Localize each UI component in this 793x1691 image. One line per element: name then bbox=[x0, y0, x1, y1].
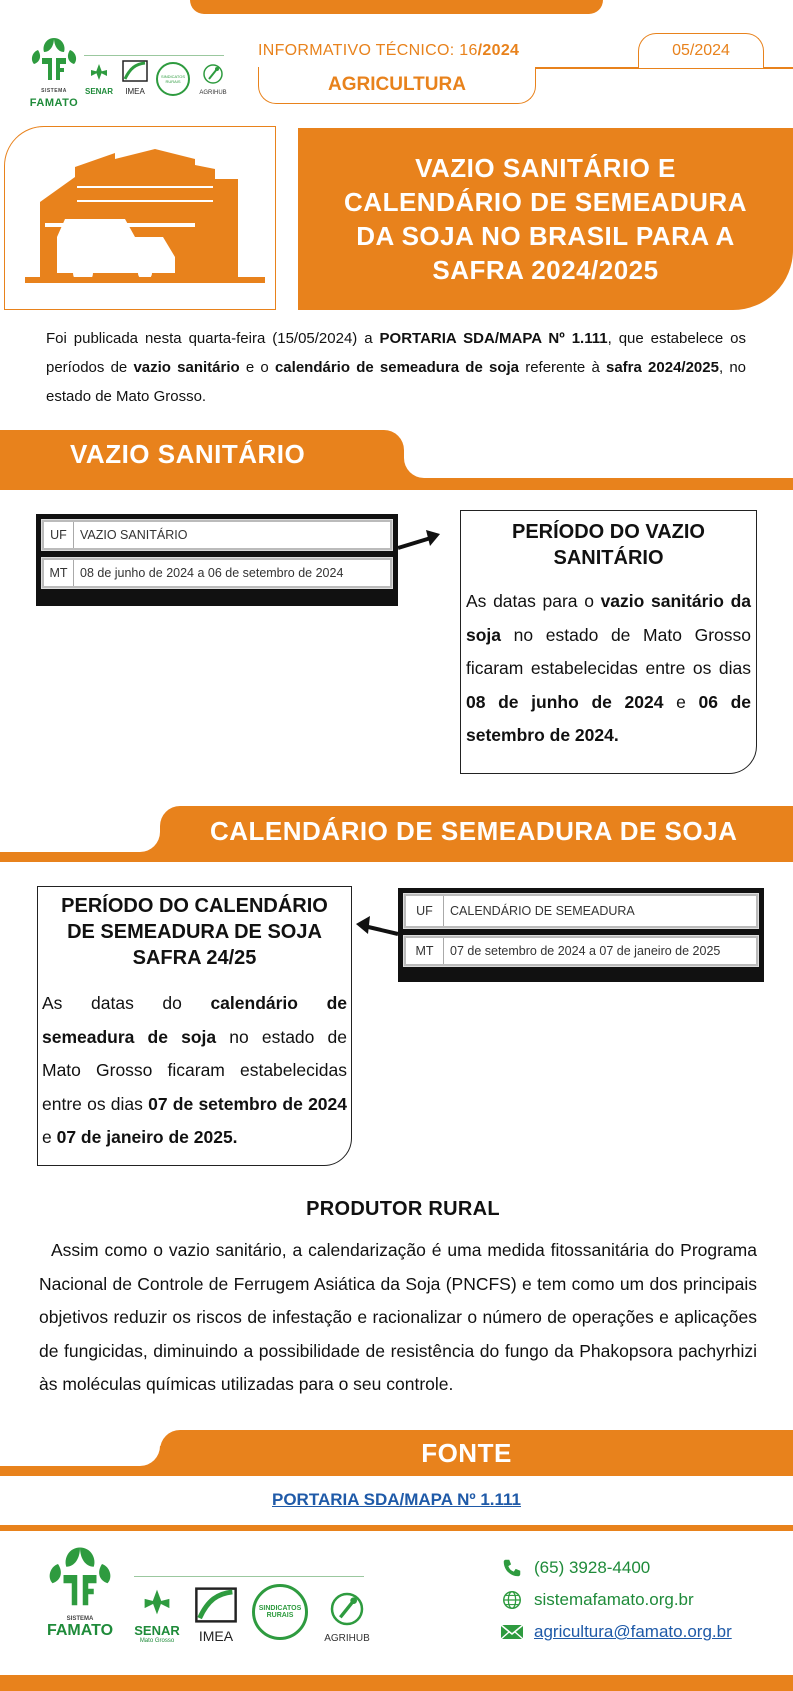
calendario-card-text-3: e bbox=[42, 1127, 57, 1147]
footer-famato-logo bbox=[40, 1542, 120, 1639]
fonte-bottom-line bbox=[0, 1525, 793, 1531]
informativo-year: /2024 bbox=[477, 42, 520, 59]
calendario-card-text-1: As datas do bbox=[42, 993, 211, 1013]
footer-agrihub-label: AGRIHUB bbox=[324, 1633, 370, 1644]
intro-text-5: , no estado de Mato Grosso. bbox=[46, 359, 746, 405]
vazio-card-bold-2: 08 de junho de 2024 bbox=[466, 691, 664, 712]
vazio-table-uf: MT bbox=[44, 560, 74, 586]
sindicatos-label: SINDICATOS RURAIS bbox=[160, 74, 186, 84]
site-url[interactable]: sistemafamato.org.br bbox=[534, 1590, 694, 1609]
contact-site bbox=[500, 1588, 780, 1612]
fonte-bar-curve bbox=[100, 1430, 160, 1466]
informativo-title bbox=[258, 42, 519, 60]
intro-text-1: Foi publicada nesta quarta-feira (15/05/2024) a bbox=[46, 330, 380, 347]
famato-leaf-icon bbox=[28, 34, 80, 82]
top-accent-bar bbox=[190, 0, 603, 14]
intro-calendario: calendário de semeadura de soja bbox=[274, 359, 520, 376]
informativo-number: INFORMATIVO TÉCNICO: 16 bbox=[258, 42, 478, 59]
date-label: 05/2024 bbox=[672, 42, 730, 59]
contact-phone bbox=[500, 1556, 780, 1580]
footer-agrihub-logo bbox=[320, 1590, 374, 1644]
main-title: VAZIO SANITÁRIO E CALENDÁRIO DE SEMEADURA DA SOJA NO BRASIL PARA A SAFRA 2024/2025 bbox=[298, 128, 793, 310]
calendario-card-body bbox=[42, 987, 347, 1155]
bottom-accent-bar bbox=[0, 1675, 793, 1691]
footer-logo-divider bbox=[134, 1576, 364, 1577]
phone-number: (65) 3928-4400 bbox=[534, 1558, 651, 1577]
globe-icon bbox=[500, 1588, 524, 1612]
vazio-table-val-header: VAZIO SANITÁRIO bbox=[80, 528, 188, 542]
calendario-card-title: PERÍODO DO CALENDÁRIO DE SEMEADURA DE SOJA SAFRA 24/25 bbox=[61, 895, 328, 969]
imea-icon bbox=[122, 60, 148, 82]
vazio-table bbox=[36, 514, 398, 606]
calendario-bar-curve bbox=[100, 806, 160, 852]
calendario-card-bold-2: 07 de setembro de 2024 bbox=[148, 1093, 348, 1114]
intro-text-4: referente à bbox=[519, 359, 606, 376]
logo-divider bbox=[84, 55, 224, 56]
senar-icon bbox=[88, 62, 110, 82]
vazio-table-val: 08 de junho de 2024 a 06 de setembro de 2024 bbox=[80, 566, 344, 580]
vazio-table-header bbox=[42, 520, 392, 550]
sindicatos-logo bbox=[156, 62, 190, 96]
calendario-section-header bbox=[160, 806, 793, 856]
footer-senar-logo bbox=[134, 1586, 180, 1644]
footer-sindicatos-label: SINDICATOS RURAIS bbox=[258, 1605, 302, 1619]
calendario-table-val: 07 de setembro de 2024 a 07 de janeiro de 2025 bbox=[450, 944, 721, 958]
famato-sistema-label: SISTEMA bbox=[41, 88, 67, 94]
footer-imea-label: IMEA bbox=[198, 1628, 234, 1644]
vazio-table-uf-header: UF bbox=[44, 522, 74, 548]
portaria-link[interactable]: PORTARIA SDA/MAPA Nº 1.111 bbox=[272, 1490, 521, 1509]
phone-icon bbox=[500, 1556, 524, 1580]
calendario-table-uf-header: UF bbox=[406, 896, 444, 926]
senar-label: SENAR bbox=[84, 87, 113, 96]
calendario-card-bold-1: calendário de semeadura de soja bbox=[42, 993, 347, 1047]
vazio-card-body bbox=[466, 585, 751, 753]
vazio-section-title: VAZIO SANITÁRIO bbox=[70, 438, 306, 469]
category-label: AGRICULTURA bbox=[328, 74, 466, 95]
famato-logo bbox=[28, 34, 80, 109]
vazio-bar-line bbox=[0, 478, 793, 490]
imea-logo bbox=[120, 60, 150, 96]
footer-senar-label: SENAR bbox=[134, 1623, 180, 1638]
agrihub-icon bbox=[201, 63, 225, 85]
vazio-card-text-3: e bbox=[663, 691, 699, 712]
vazio-card-text-2: no estado de Mato Grosso ficaram estabelecidas entre os dias bbox=[466, 624, 751, 678]
vazio-table-row bbox=[42, 558, 392, 588]
footer-contacts bbox=[500, 1556, 780, 1644]
intro-paragraph bbox=[46, 324, 746, 411]
footer-imea-icon bbox=[194, 1587, 238, 1623]
arrow-left-icon bbox=[352, 914, 402, 938]
calendario-table-row bbox=[404, 936, 758, 966]
calendario-table-header bbox=[404, 894, 758, 928]
date-badge bbox=[638, 33, 764, 68]
category-badge bbox=[258, 67, 536, 104]
calendario-card-bold-3: 07 de janeiro de 2025. bbox=[56, 1127, 238, 1147]
intro-vazio: vazio sanitário bbox=[133, 359, 240, 376]
senar-logo bbox=[84, 62, 114, 96]
vazio-card-bold-1: vazio sanitário da soja bbox=[466, 591, 751, 645]
partner-logos bbox=[84, 60, 230, 96]
vazio-section-header bbox=[0, 430, 404, 478]
calendario-period-card bbox=[37, 886, 352, 1166]
arrow-right-icon bbox=[396, 528, 446, 552]
calendario-table bbox=[398, 888, 764, 982]
produtor-heading: PRODUTOR RURAL bbox=[306, 1198, 500, 1220]
intro-portaria: PORTARIA SDA/MAPA Nº 1.111 bbox=[379, 330, 608, 347]
footer-agrihub-icon bbox=[327, 1590, 367, 1628]
silo-harvester-icon bbox=[5, 127, 277, 311]
footer-senar-sub: Mato Grosso bbox=[139, 1638, 175, 1644]
contact-email bbox=[500, 1620, 780, 1644]
mail-icon bbox=[500, 1620, 524, 1644]
calendario-table-uf: MT bbox=[406, 938, 444, 964]
footer-famato-label: FAMATO bbox=[46, 1622, 114, 1639]
calendario-section-title: CALENDÁRIO DE SEMEADURA DE SOJA bbox=[210, 815, 738, 846]
intro-text-2: , que estabelece os períodos de bbox=[46, 330, 747, 376]
footer-famato-leaf-icon bbox=[40, 1542, 120, 1608]
calendario-table-val-header: CALENDÁRIO DE SEMEADURA bbox=[450, 904, 635, 918]
intro-safra: safra 2024/2025 bbox=[605, 359, 719, 376]
footer-famato-sistema: SISTEMA bbox=[66, 1616, 94, 1622]
vazio-card-title: PERÍODO DO VAZIO SANITÁRIO bbox=[512, 521, 705, 569]
silo-illustration-frame bbox=[4, 126, 276, 310]
produtor-paragraph: Assim como o vazio sanitário, a calendarização é uma medida fitossanitária do Programa Nacional de Controle de Ferrugem Asiática da Soja (PNCFS) e tem como um dos principais objetivos reduzir os riscos de infestação e racionalizar o número de operações e aplicações de fungicidas, diminuindo a possibilidade de resistência do fungo da Phakopsora pachyrhizi às moléculas químicas utilizadas para o seu controle. bbox=[39, 1240, 757, 1394]
email-link[interactable]: agricultura@famato.org.br bbox=[534, 1622, 732, 1641]
footer-senar-icon bbox=[140, 1586, 174, 1618]
footer-imea-logo bbox=[192, 1587, 240, 1644]
fonte-section-title: FONTE bbox=[421, 1437, 512, 1468]
imea-label: IMEA bbox=[125, 87, 145, 96]
vazio-period-card bbox=[460, 510, 757, 774]
vazio-card-bold-3: 06 de setembro de 2024. bbox=[466, 691, 751, 745]
fonte-section-header bbox=[160, 1430, 793, 1476]
footer-sindicatos-logo bbox=[252, 1584, 308, 1640]
famato-label: FAMATO bbox=[29, 97, 79, 109]
agrihub-label: AGRIHUB bbox=[199, 90, 227, 96]
intro-text-3: e o bbox=[239, 359, 275, 376]
vazio-bar-curve bbox=[404, 430, 444, 478]
agrihub-logo bbox=[196, 63, 230, 96]
footer-partner-logos bbox=[134, 1584, 374, 1644]
vazio-card-text-1: As datas para o bbox=[466, 591, 601, 611]
fonte-link-wrap bbox=[0, 1490, 793, 1510]
calendario-card-text-2: no estado de Mato Grosso ficaram estabelecidas entre os dias bbox=[42, 1026, 348, 1114]
